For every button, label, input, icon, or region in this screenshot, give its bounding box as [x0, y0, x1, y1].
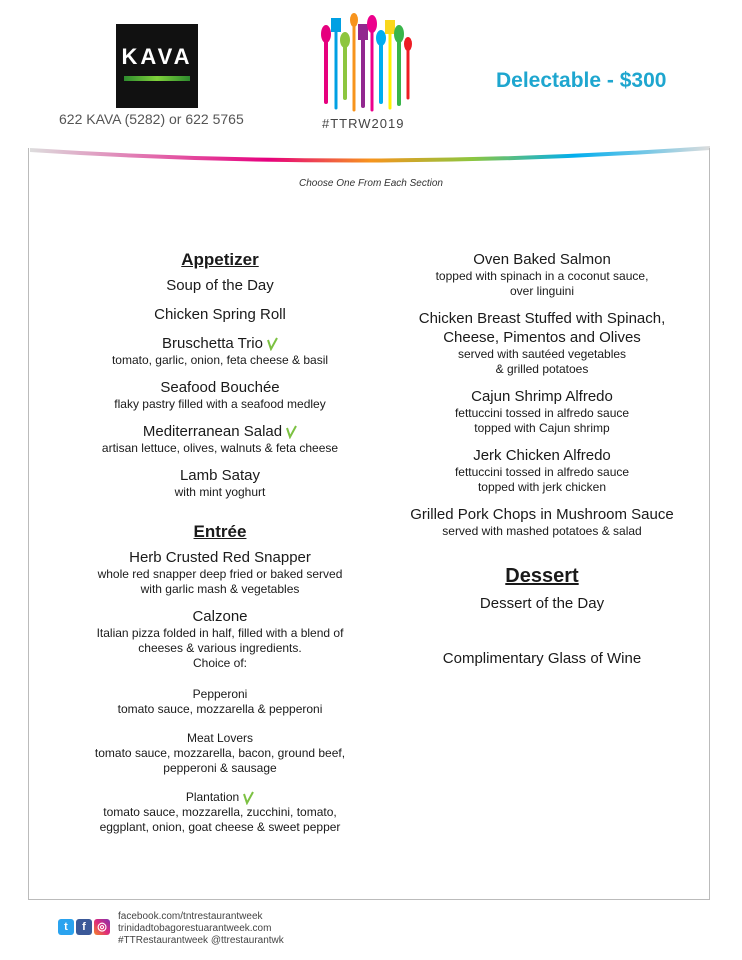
item-description: Italian pizza folded in half, filled with a blend of	[96, 626, 344, 640]
item-name: Herb Crusted Red Snapper	[129, 549, 311, 566]
event-hashtag: #TTRW2019	[322, 116, 405, 131]
item-description: with mint yoghurt	[174, 485, 266, 499]
facebook-link[interactable]: facebook.com/tntrestaurantweek	[118, 911, 263, 922]
entree-heading: Entrée	[193, 522, 247, 541]
menu-item	[392, 649, 692, 668]
vegetarian-leaf-icon	[285, 425, 297, 439]
appetizer-heading: Appetizer	[181, 250, 259, 269]
social-icons	[58, 918, 112, 936]
item-description: fettuccini tossed in alfredo sauce	[454, 465, 630, 479]
item-name: Chicken Breast Stuffed with Spinach,	[418, 310, 666, 327]
menu-item	[392, 594, 692, 613]
logo-text: KAVA	[121, 44, 193, 69]
website-link[interactable]: trinidadtobagorestuarantweek.com	[118, 923, 272, 934]
calzone-choice	[70, 790, 370, 835]
calzone-choice	[70, 687, 370, 717]
package-price: Delectable - $300	[496, 69, 667, 92]
cutlery-art-icon	[318, 10, 418, 118]
item-description: & grilled potatoes	[495, 362, 589, 376]
footer-links	[118, 911, 284, 947]
twitter-icon[interactable]: t	[58, 919, 74, 935]
item-name-line2: Cheese, Pimentos and Olives	[443, 329, 641, 346]
item-description: topped with jerk chicken	[477, 480, 607, 494]
vegetarian-leaf-icon	[242, 791, 254, 805]
item-description: tomato, garlic, onion, feta cheese & basil	[111, 353, 329, 367]
choice-description: eggplant, onion, goat cheese & sweet pepper	[99, 820, 341, 834]
complimentary-wine: Complimentary Glass of Wine	[442, 650, 642, 667]
menu-item	[70, 276, 370, 295]
kava-logo	[116, 24, 198, 108]
menu-item	[70, 378, 370, 412]
choice-description: tomato sauce, mozzarella, bacon, ground beef,	[94, 746, 346, 760]
item-description: served with sautéed vegetables	[457, 347, 627, 361]
item-description: served with mashed potatoes & salad	[442, 524, 642, 538]
logo-stripe	[124, 76, 190, 81]
item-name: Calzone	[192, 608, 248, 625]
choice-name: Plantation	[185, 790, 240, 804]
hashtags: #TTRestaurantweek @ttrestaurantwk	[118, 935, 284, 946]
item-description: Choice of:	[192, 656, 248, 670]
item-name: Jerk Chicken Alfredo	[473, 447, 611, 464]
menu-item	[70, 305, 370, 324]
vegetarian-leaf-icon	[266, 337, 278, 351]
choice-description: tomato sauce, mozzarella, zucchini, tomato,	[103, 805, 337, 819]
dessert-heading: Dessert	[505, 565, 579, 587]
item-name: Lamb Satay	[179, 467, 261, 484]
menu-item	[392, 309, 692, 377]
menu-item	[392, 387, 692, 436]
instagram-icon[interactable]: ◎	[94, 919, 110, 935]
menu-item	[70, 422, 370, 456]
item-description: flaky pastry filled with a seafood medley	[114, 397, 326, 411]
item-name: Bruschetta Trio	[162, 335, 263, 352]
item-description: cheeses & various ingredients.	[138, 641, 302, 655]
item-name: Grilled Pork Chops in Mushroom Sauce	[410, 506, 674, 523]
phone-number: 622 KAVA (5282) or 622 5765	[59, 111, 244, 127]
choice-description: pepperoni & sausage	[163, 761, 277, 775]
menu-instruction: Choose One From Each Section	[299, 178, 443, 189]
calzone-choice	[70, 731, 370, 776]
item-description: whole red snapper deep fried or baked served	[97, 567, 343, 581]
menu-item	[70, 548, 370, 597]
item-description: artisan lettuce, olives, walnuts & feta cheese	[101, 441, 339, 455]
menu-item	[70, 334, 370, 368]
menu-item	[392, 505, 692, 539]
item-description: with garlic mash & vegetables	[140, 582, 300, 596]
right-column	[392, 250, 692, 678]
item-name: Cajun Shrimp Alfredo	[471, 388, 613, 405]
menu-item	[70, 607, 370, 835]
item-name: Soup of the Day	[166, 277, 274, 294]
item-description: fettuccini tossed in alfredo sauce	[454, 406, 630, 420]
facebook-icon[interactable]: f	[76, 919, 92, 935]
item-description: over linguini	[509, 284, 575, 298]
item-name: Dessert of the Day	[479, 595, 605, 612]
item-name: Seafood Bouchée	[160, 379, 280, 396]
menu-item	[392, 446, 692, 495]
choice-description: tomato sauce, mozzarella & pepperoni	[117, 702, 323, 716]
choice-name: Meat Lovers	[186, 731, 254, 745]
choice-name: Pepperoni	[192, 687, 248, 701]
left-column	[70, 250, 370, 845]
menu-item	[70, 466, 370, 500]
item-description: topped with Cajun shrimp	[474, 421, 610, 435]
item-name: Oven Baked Salmon	[473, 251, 611, 268]
menu-item	[392, 250, 692, 299]
item-name: Mediterranean Salad	[142, 423, 283, 440]
item-description: topped with spinach in a coconut sauce,	[435, 269, 649, 283]
item-name: Chicken Spring Roll	[154, 306, 286, 323]
